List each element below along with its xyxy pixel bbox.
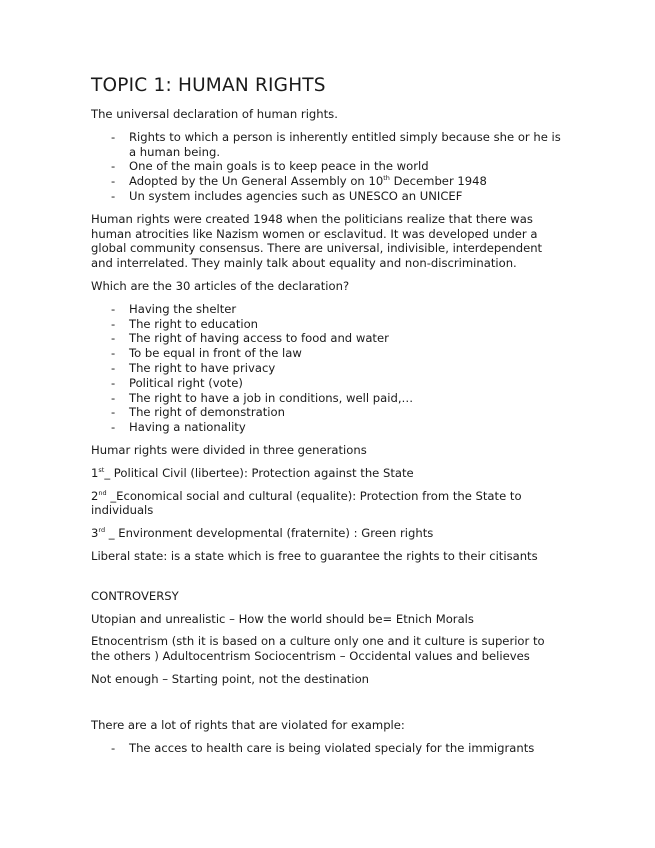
bullet-dash: - [111,159,116,174]
controversy-not-enough: Not enough – Starting point, not the destination [91,671,370,686]
bullet-dash: - [111,390,116,405]
list-item: - One of the main goals is to keep peace in the world [111,159,429,174]
ordinal-suffix: nd [98,488,107,497]
document-page [91,74,561,763]
articles-question: Which are the 30 articles of the declaration? [91,278,350,293]
list-item: - Adopted by the Un General Assembly on 10th December 1948 [111,174,487,189]
spacer [91,695,561,718]
bullet-dash: - [111,316,116,331]
bullet-dash: - [111,188,116,203]
controversy-etnocentrism: Etnocentrism (sth it is based on a culture only one and it culture is superior to the others ) Adultocentrism Sociocentrism – Occidental values and believes [91,634,545,664]
bullet-dash: - [111,375,116,390]
udhr-list [91,130,561,204]
history-paragraph: Human rights were created 1948 when the politicians realize that there was human atrocities like Nazism women or esclavitud. It was developed under a global community consensus. There are universal, indivisible, interdependent and interrelated. They mainly talk about equality and non-discrimination. [91,211,543,271]
controversy-utopian: Utopian and unrealistic – How the world should be= Etnich Morals [91,611,474,626]
bullet-dash: - [111,346,116,361]
articles-list [91,302,561,435]
ordinal-suffix: th [383,174,390,183]
list-item: - Un system includes agencies such as UNESCO an UNICEF [111,188,463,203]
list-item: - Political right (vote) [111,375,243,390]
generation-first: 1st_ Political Civil (libertee): Protection against the State [91,465,414,480]
bullet-dash: - [111,740,116,755]
list-item: - The right of demonstration [111,405,285,420]
generation-third: 3rd _ Environment developmental (fraternite) : Green rights [91,526,434,541]
intro-text: The universal declaration of human rights. [91,107,338,121]
list-item: - The acces to health care is being violated specialy for the immigrants [111,740,535,755]
spacer [91,572,561,589]
ordinal-suffix: rd [98,526,106,535]
liberal-state-text: Liberal state: is a state which is free to guarantee the rights to their citisants [91,548,538,563]
list-item: - Rights to which a person is inherently entitled simply because she or he is a human being. [111,129,561,159]
generation-second: 2nd _Economical social and cultural (equalite): Protection from the State to individuals [91,488,522,518]
generations-intro: Humar rights were divided in three generations [91,442,367,457]
bullet-dash: - [111,331,116,346]
bullet-dash: - [111,301,116,316]
ordinal-suffix: st [98,465,105,474]
list-item: - Having the shelter [111,301,237,316]
bullet-dash: - [111,405,116,420]
bullet-dash: - [111,360,116,375]
list-item: - The right to education [111,316,259,331]
bullet-dash: - [111,420,116,435]
violations-intro: There are a lot of rights that are violated for example: [91,717,405,732]
page-title: TOPIC 1: HUMAN RIGHTS [91,75,326,96]
controversy-heading: CONTROVERSY [91,588,179,603]
bullet-dash: - [111,174,116,189]
bullet-dash: - [111,129,116,144]
list-item: - The right to have privacy [111,360,276,375]
list-item: - To be equal in front of the law [111,346,302,361]
list-item: - Having a nationality [111,420,246,435]
violations-list [91,741,561,756]
list-item: - The right of having access to food and water [111,331,389,346]
list-item: - The right to have a job in conditions, well paid,… [111,390,414,405]
